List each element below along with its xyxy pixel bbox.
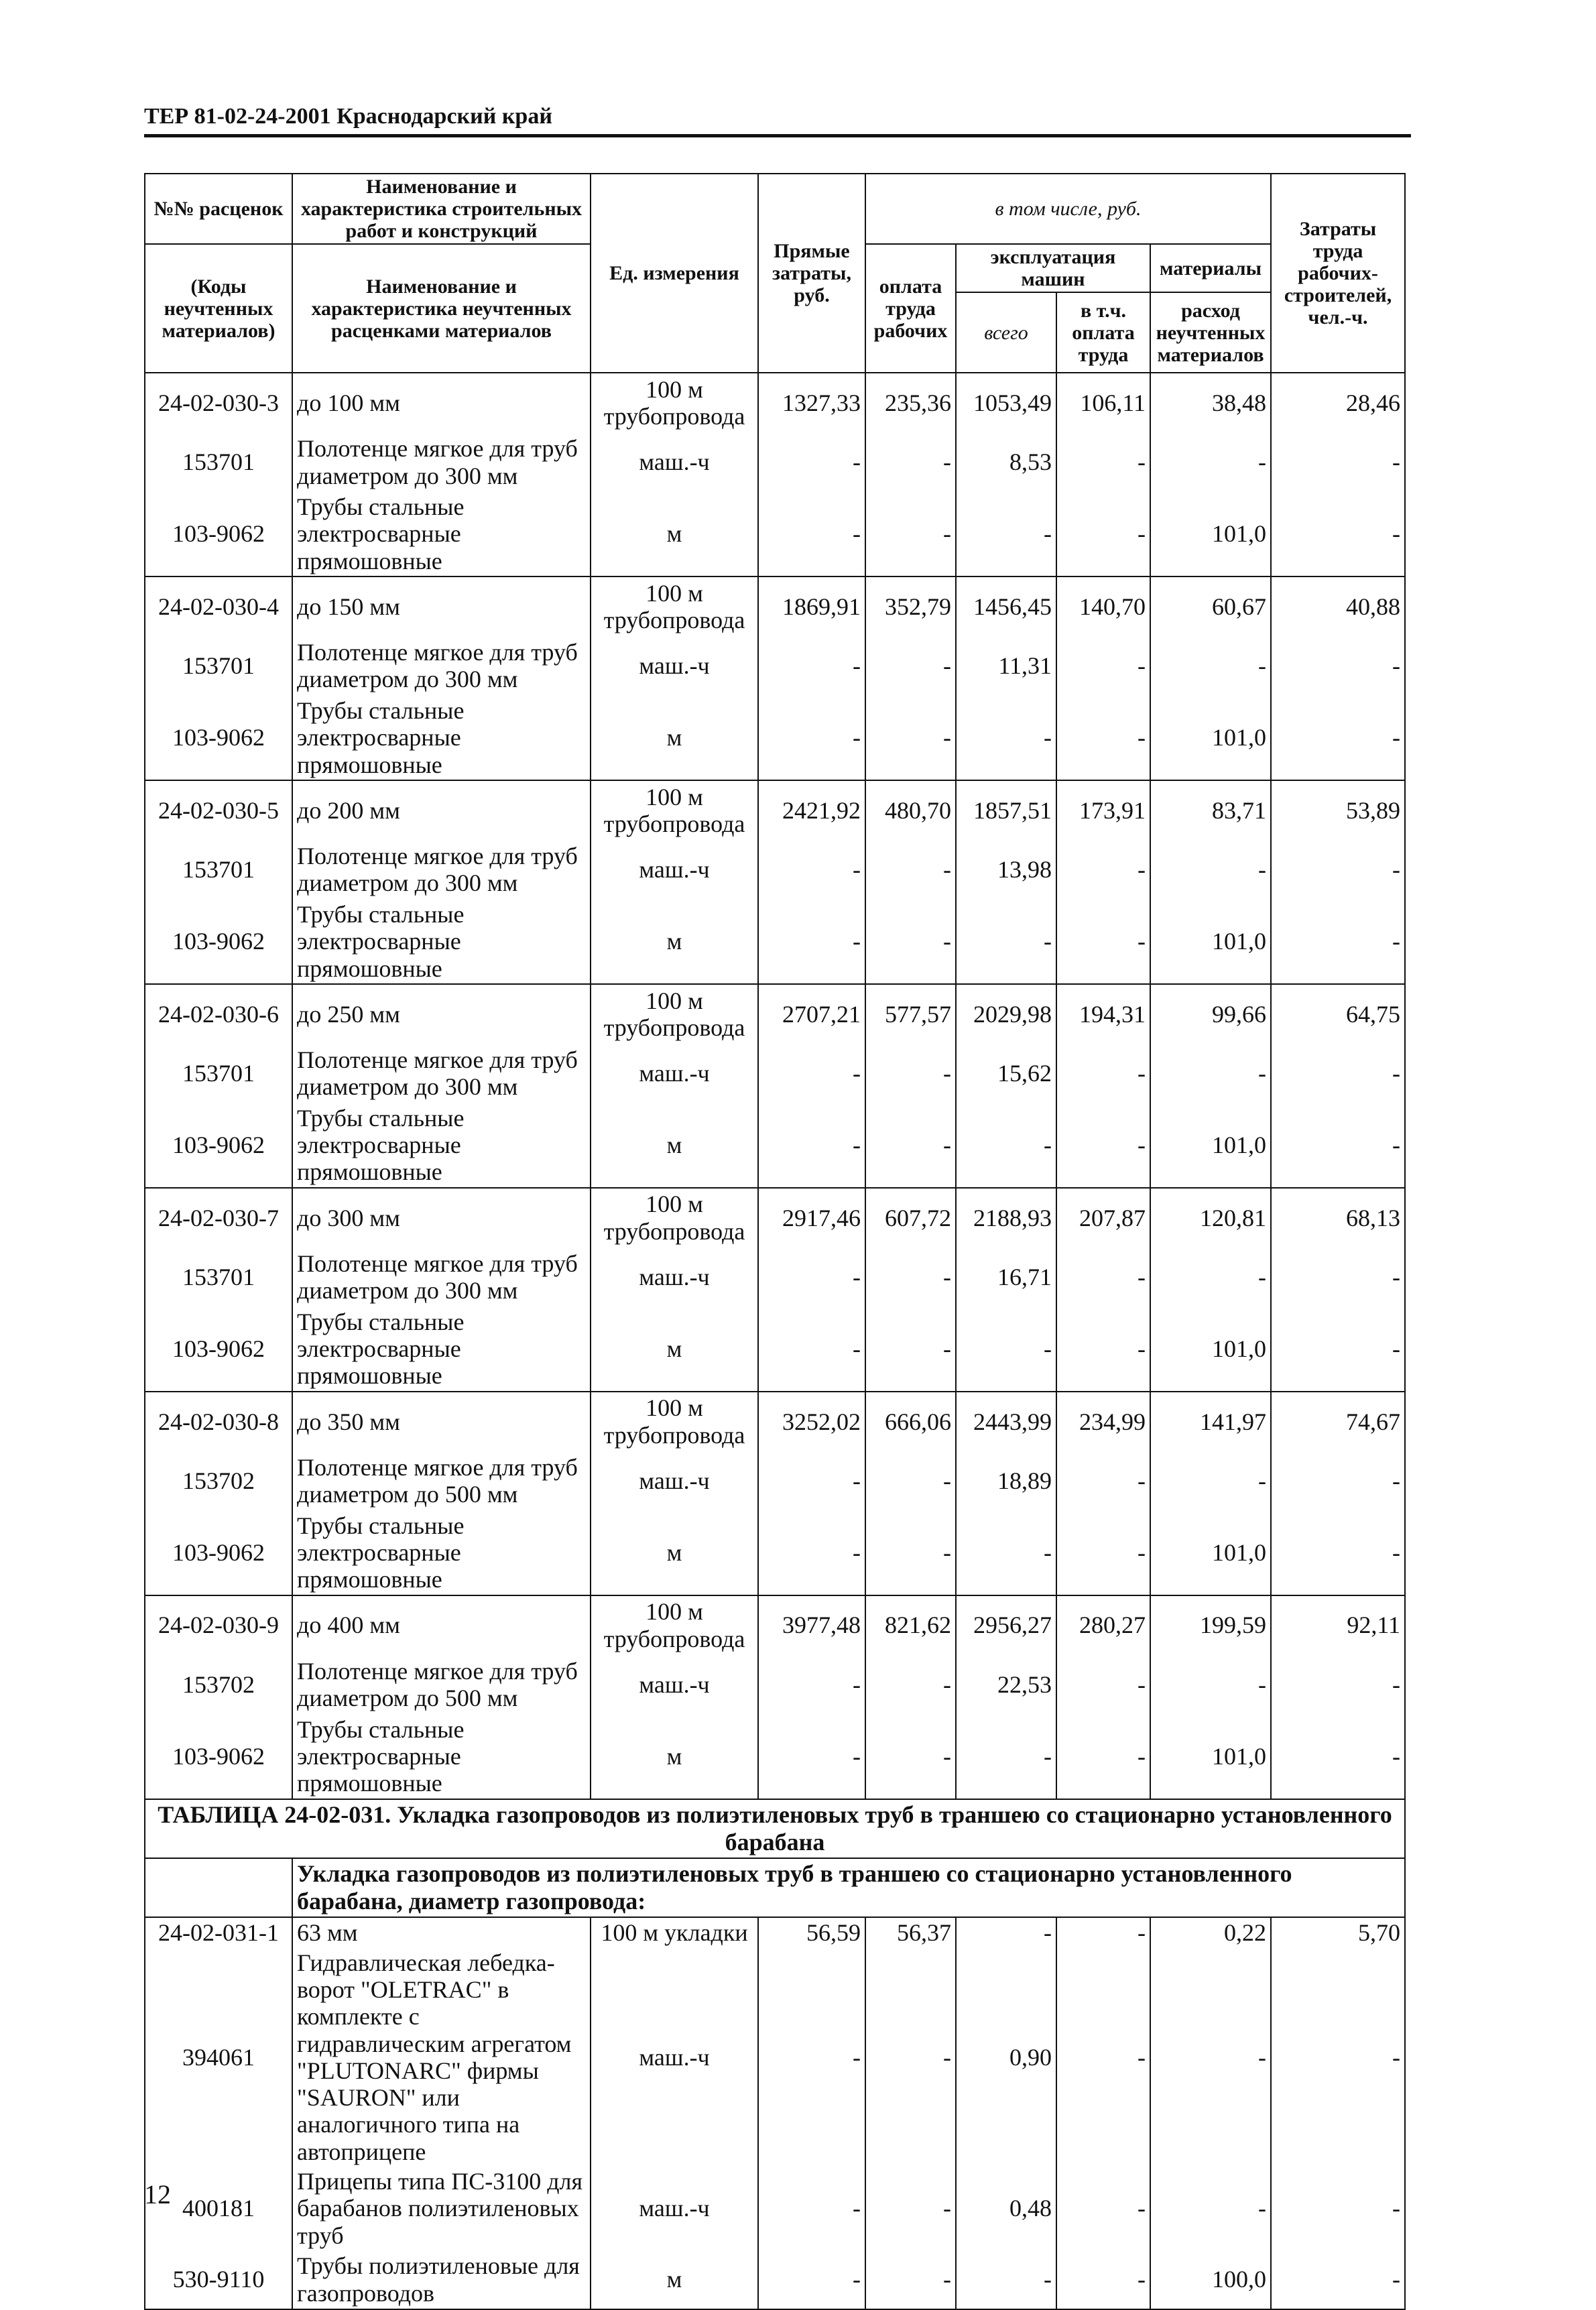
cell-code: 153701 (145, 840, 292, 900)
cell-machines-labor: - (1056, 1103, 1150, 1188)
cell-materials: 141,97 (1150, 1392, 1271, 1451)
cell-machines-labor: - (1056, 1948, 1150, 2167)
cell-labor-pay: 235,36 (865, 373, 956, 432)
table-body-030 (145, 373, 1405, 1799)
cell-name: Полотенце мягкое для труб диаметром до 300 мм (292, 1248, 591, 1307)
cell-code: 24-02-030-6 (145, 984, 292, 1044)
cell-unit: 100 м трубопровода (591, 1595, 758, 1655)
cell-code: 530-9110 (145, 2250, 292, 2309)
table-row (145, 1103, 1405, 1188)
cell-unit: 100 м трубопровода (591, 1188, 758, 1248)
table-row (145, 840, 1405, 900)
cell-unit: м (591, 900, 758, 984)
cell-code: 24-02-030-5 (145, 780, 292, 840)
cell-machines-total: 1456,45 (956, 576, 1056, 636)
table-row (145, 1451, 1405, 1511)
cell-machines-total: 2188,93 (956, 1188, 1056, 1248)
cell-machines-labor: - (1056, 1917, 1150, 1948)
cell-labor-cost: - (1271, 696, 1405, 780)
cell-code: 103-9062 (145, 1511, 292, 1595)
cell-labor-pay: - (865, 1307, 956, 1392)
cell-labor-cost: - (1271, 1451, 1405, 1511)
cell-unit: 100 м укладки (591, 1917, 758, 1948)
col-machines-header: эксплуатация машин (956, 244, 1150, 292)
col-materials-header: материалы (1150, 244, 1271, 292)
cell-materials: - (1150, 1451, 1271, 1511)
cell-machines-total: 13,98 (956, 840, 1056, 900)
cell-labor-cost: 92,11 (1271, 1595, 1405, 1655)
cell-labor-cost: - (1271, 900, 1405, 984)
cell-machines-total: - (956, 900, 1056, 984)
cell-direct: 3252,02 (758, 1392, 865, 1451)
table-row (145, 1511, 1405, 1595)
table-row (145, 1715, 1405, 1799)
cell-code: 153701 (145, 432, 292, 492)
cell-name: Полотенце мягкое для труб диаметром до 500 мм (292, 1655, 591, 1715)
cell-labor-cost: - (1271, 1511, 1405, 1595)
cell-name: Гидравлическая лебедка-ворот "OLETRAC" в комплекте с гидравлическим агрегатом "PLUTONARC" фирмы "SAURON" или аналогичного типа на автоприцепе (292, 1948, 591, 2167)
cell-labor-pay: - (865, 1511, 956, 1595)
cell-materials: - (1150, 1948, 1271, 2167)
cell-code: 400181 (145, 2167, 292, 2250)
cell-labor-pay: - (865, 432, 956, 492)
cell-code: 103-9062 (145, 492, 292, 576)
cell-unit: м (591, 1715, 758, 1799)
cell-unit: 100 м трубопровода (591, 984, 758, 1044)
cell-machines-labor: - (1056, 1655, 1150, 1715)
cell-unit: м (591, 1511, 758, 1595)
cell-direct: - (758, 900, 865, 984)
cell-labor-cost: - (1271, 2167, 1405, 2250)
cell-machines-total: - (956, 1715, 1056, 1799)
cell-direct: - (758, 2250, 865, 2309)
cell-materials: 101,0 (1150, 1511, 1271, 1595)
cell-direct: - (758, 696, 865, 780)
cell-labor-cost: - (1271, 1103, 1405, 1188)
table-row (145, 696, 1405, 780)
table-row (145, 636, 1405, 696)
cell-unit: м (591, 696, 758, 780)
cell-machines-total: 18,89 (956, 1451, 1056, 1511)
cell-code: 24-02-030-9 (145, 1595, 292, 1655)
cell-labor-cost: 68,13 (1271, 1188, 1405, 1248)
cell-direct: 1327,33 (758, 373, 865, 432)
cell-machines-total: - (956, 2250, 1056, 2309)
cell-labor-pay: - (865, 840, 956, 900)
cell-labor-cost: 40,88 (1271, 576, 1405, 636)
cell-machines-total: 15,62 (956, 1044, 1056, 1103)
table-row (145, 1188, 1405, 1248)
cell-labor-pay: 56,37 (865, 1917, 956, 1948)
cell-materials: 101,0 (1150, 492, 1271, 576)
cell-labor-cost: 64,75 (1271, 984, 1405, 1044)
cell-labor-cost: - (1271, 432, 1405, 492)
table-row (145, 1307, 1405, 1392)
col-mpay-header: в т.ч. оплата труда (1056, 292, 1150, 373)
cell-labor-pay: - (865, 900, 956, 984)
table-row (145, 1655, 1405, 1715)
cell-unit: маш.-ч (591, 1248, 758, 1307)
cell-direct: - (758, 636, 865, 696)
cell-machines-total: - (956, 492, 1056, 576)
col-code-header: №№ расценок (145, 174, 292, 244)
cell-materials: - (1150, 2167, 1271, 2250)
cell-unit: маш.-ч (591, 432, 758, 492)
cell-machines-total: 0,48 (956, 2167, 1056, 2250)
cell-machines-total: 16,71 (956, 1248, 1056, 1307)
cell-materials: - (1150, 636, 1271, 696)
cell-machines-labor: 173,91 (1056, 780, 1150, 840)
cell-machines-labor: - (1056, 1307, 1150, 1392)
cell-code: 24-02-030-7 (145, 1188, 292, 1248)
cell-name: Трубы стальные электросварные прямошовные (292, 1715, 591, 1799)
cell-labor-cost: - (1271, 1715, 1405, 1799)
cell-machines-total: 1053,49 (956, 373, 1056, 432)
table-row (145, 1595, 1405, 1655)
cell-machines-total: 22,53 (956, 1655, 1056, 1715)
col-code-subheader: (Коды неучтенных материалов) (145, 244, 292, 373)
cell-materials: - (1150, 1248, 1271, 1307)
cell-direct: 2421,92 (758, 780, 865, 840)
cell-direct: - (758, 1948, 865, 2167)
cell-machines-total: - (956, 1103, 1056, 1188)
cell-machines-labor: 207,87 (1056, 1188, 1150, 1248)
cell-labor-pay: - (865, 2250, 956, 2309)
cell-machines-labor: - (1056, 1451, 1150, 1511)
cell-name: Прицепы типа ПС-3100 для барабанов полиэтиленовых труб (292, 2167, 591, 2250)
col-name-header: Наименование и характеристика строительных работ и конструкций (292, 174, 591, 244)
table-row (145, 984, 1405, 1044)
cell-code: 24-02-030-4 (145, 576, 292, 636)
cell-direct: - (758, 2167, 865, 2250)
cell-machines-total: - (956, 1511, 1056, 1595)
cell-materials: 38,48 (1150, 373, 1271, 432)
cell-labor-pay: - (865, 1655, 956, 1715)
cell-labor-cost: - (1271, 2250, 1405, 2309)
cell-code: 24-02-030-8 (145, 1392, 292, 1451)
cell-materials: 101,0 (1150, 1307, 1271, 1392)
cell-machines-labor: - (1056, 492, 1150, 576)
table-row (145, 373, 1405, 432)
table-row (145, 1392, 1405, 1451)
cell-direct: 1869,91 (758, 576, 865, 636)
cell-unit: маш.-ч (591, 840, 758, 900)
cell-unit: м (591, 492, 758, 576)
cell-machines-total: - (956, 1307, 1056, 1392)
cell-direct: - (758, 492, 865, 576)
cell-machines-total: - (956, 696, 1056, 780)
cell-labor-cost: - (1271, 1248, 1405, 1307)
cell-labor-pay: - (865, 696, 956, 780)
cell-labor-pay: 352,79 (865, 576, 956, 636)
col-materials-subheader: расход неучтенных материалов (1150, 292, 1271, 373)
table-row (145, 2250, 1405, 2309)
table-row (145, 1948, 1405, 2167)
cell-materials: 120,81 (1150, 1188, 1271, 1248)
table-row (145, 432, 1405, 492)
cell-name: Полотенце мягкое для труб диаметром до 300 мм (292, 840, 591, 900)
cell-unit: 100 м трубопровода (591, 576, 758, 636)
cell-direct: - (758, 840, 865, 900)
cell-machines-total: 2443,99 (956, 1392, 1056, 1451)
cell-materials: 101,0 (1150, 696, 1271, 780)
col-pay-header: оплата труда рабочих (865, 244, 956, 373)
cell-machines-labor: 194,31 (1056, 984, 1150, 1044)
cell-labor-pay: - (865, 1044, 956, 1103)
cell-machines-labor: - (1056, 432, 1150, 492)
cell-direct: - (758, 1103, 865, 1188)
cell-code: 24-02-030-3 (145, 373, 292, 432)
cell-machines-labor: 234,99 (1056, 1392, 1150, 1451)
cell-name: Трубы полиэтиленовые для газопроводов (292, 2250, 591, 2309)
cell-materials: 101,0 (1150, 1103, 1271, 1188)
cell-name: Трубы стальные электросварные прямошовные (292, 492, 591, 576)
cell-labor-pay: - (865, 1715, 956, 1799)
cell-labor-cost: 28,46 (1271, 373, 1405, 432)
document-header: ТЕР 81-02-24-2001 Краснодарский край (144, 104, 552, 129)
cell-materials: 101,0 (1150, 900, 1271, 984)
cell-name: 63 мм (292, 1917, 591, 1948)
cell-name: Трубы стальные электросварные прямошовные (292, 900, 591, 984)
cell-labor-pay: - (865, 1248, 956, 1307)
cell-machines-total: - (956, 1917, 1056, 1948)
cell-name: до 300 мм (292, 1188, 591, 1248)
cell-labor-pay: - (865, 492, 956, 576)
cell-machines-labor: - (1056, 1511, 1150, 1595)
cell-name: до 250 мм (292, 984, 591, 1044)
cell-labor-pay: - (865, 1948, 956, 2167)
cell-machines-total: 0,90 (956, 1948, 1056, 2167)
cell-direct: - (758, 1655, 865, 1715)
cell-unit: 100 м трубопровода (591, 373, 758, 432)
cell-machines-labor: - (1056, 2167, 1150, 2250)
cell-direct: - (758, 1715, 865, 1799)
cell-name: до 400 мм (292, 1595, 591, 1655)
cell-direct: - (758, 432, 865, 492)
table-row (145, 780, 1405, 840)
header-rule (144, 134, 1411, 137)
cell-machines-labor: 280,27 (1056, 1595, 1150, 1655)
cell-code: 153702 (145, 1655, 292, 1715)
cell-unit: маш.-ч (591, 1655, 758, 1715)
cell-code: 153701 (145, 1248, 292, 1307)
cell-labor-cost: - (1271, 1307, 1405, 1392)
cell-machines-labor: 106,11 (1056, 373, 1150, 432)
cell-direct: 2707,21 (758, 984, 865, 1044)
cell-unit: маш.-ч (591, 1451, 758, 1511)
cell-unit: маш.-ч (591, 636, 758, 696)
table-row (145, 1248, 1405, 1307)
col-incl-header: в том числе, руб. (865, 174, 1271, 244)
cell-labor-cost: - (1271, 1044, 1405, 1103)
cell-code: 103-9062 (145, 900, 292, 984)
cell-direct: - (758, 1511, 865, 1595)
cell-labor-pay: 480,70 (865, 780, 956, 840)
cell-code: 153702 (145, 1451, 292, 1511)
cell-machines-labor: - (1056, 636, 1150, 696)
table-row (145, 2167, 1405, 2250)
cell-labor-cost: - (1271, 636, 1405, 696)
table-row (145, 492, 1405, 576)
col-mtotal-header: всего (956, 292, 1056, 373)
page-number: 12 (144, 2179, 171, 2209)
cell-code: 153701 (145, 636, 292, 696)
rates-table (144, 173, 1406, 2310)
cell-code: 103-9062 (145, 1715, 292, 1799)
cell-unit: м (591, 1307, 758, 1392)
cell-materials: 60,67 (1150, 576, 1271, 636)
cell-direct: - (758, 1451, 865, 1511)
cell-unit: 100 м трубопровода (591, 780, 758, 840)
table-body-031 (145, 1917, 1405, 2309)
cell-machines-labor: - (1056, 1248, 1150, 1307)
cell-code: 103-9062 (145, 1103, 292, 1188)
cell-direct: 2917,46 (758, 1188, 865, 1248)
cell-machines-labor: - (1056, 2250, 1150, 2309)
cell-code: 153701 (145, 1044, 292, 1103)
cell-labor-pay: 666,06 (865, 1392, 956, 1451)
cell-code: 394061 (145, 1948, 292, 2167)
cell-materials: 100,0 (1150, 2250, 1271, 2309)
cell-name: до 350 мм (292, 1392, 591, 1451)
cell-labor-cost: 74,67 (1271, 1392, 1405, 1451)
cell-direct: 56,59 (758, 1917, 865, 1948)
cell-machines-labor: - (1056, 840, 1150, 900)
cell-machines-total: 8,53 (956, 432, 1056, 492)
cell-direct: - (758, 1248, 865, 1307)
cell-labor-cost: 5,70 (1271, 1917, 1405, 1948)
cell-name: до 200 мм (292, 780, 591, 840)
cell-labor-cost: - (1271, 840, 1405, 900)
cell-name: Полотенце мягкое для труб диаметром до 300 мм (292, 1044, 591, 1103)
cell-name: до 100 мм (292, 373, 591, 432)
table-row (145, 900, 1405, 984)
cell-machines-total: 11,31 (956, 636, 1056, 696)
cell-name: Трубы стальные электросварные прямошовные (292, 1103, 591, 1188)
cell-machines-labor: - (1056, 1715, 1150, 1799)
cell-machines-labor: - (1056, 900, 1150, 984)
col-direct-header: Прямые затраты, руб. (758, 174, 865, 373)
cell-direct: 3977,48 (758, 1595, 865, 1655)
cell-code: 103-9062 (145, 1307, 292, 1392)
cell-materials: 199,59 (1150, 1595, 1271, 1655)
cell-labor-cost: - (1271, 1655, 1405, 1715)
cell-name: Трубы стальные электросварные прямошовные (292, 696, 591, 780)
cell-labor-pay: - (865, 636, 956, 696)
cell-materials: - (1150, 840, 1271, 900)
table2-subtitle-code-blank (145, 1858, 292, 1917)
cell-labor-pay: 607,72 (865, 1188, 956, 1248)
cell-name: Трубы стальные электросварные прямошовные (292, 1511, 591, 1595)
cell-materials: 99,66 (1150, 984, 1271, 1044)
table2-title: ТАБЛИЦА 24-02-031. Укладка газопроводов из полиэтиленовых труб в траншею со стационарно установленного барабана (145, 1799, 1405, 1858)
cell-name: до 150 мм (292, 576, 591, 636)
cell-unit: маш.-ч (591, 2167, 758, 2250)
cell-labor-cost: - (1271, 492, 1405, 576)
cell-machines-labor: - (1056, 1044, 1150, 1103)
col-unit-header: Ед. измерения (591, 174, 758, 373)
cell-machines-labor: - (1056, 696, 1150, 780)
cell-name: Полотенце мягкое для труб диаметром до 500 мм (292, 1451, 591, 1511)
cell-unit: 100 м трубопровода (591, 1392, 758, 1451)
cell-labor-pay: - (865, 1451, 956, 1511)
cell-labor-pay: 577,57 (865, 984, 956, 1044)
cell-labor-pay: 821,62 (865, 1595, 956, 1655)
cell-unit: м (591, 1103, 758, 1188)
table-header (145, 174, 1405, 373)
cell-direct: - (758, 1307, 865, 1392)
cell-labor-pay: - (865, 2167, 956, 2250)
cell-unit: маш.-ч (591, 1948, 758, 2167)
col-name-subheader: Наименование и характеристика неучтенных расценками материалов (292, 244, 591, 373)
cell-materials: - (1150, 1044, 1271, 1103)
cell-name: Трубы стальные электросварные прямошовные (292, 1307, 591, 1392)
cell-unit: м (591, 2250, 758, 2309)
cell-labor-pay: - (865, 1103, 956, 1188)
table2-subtitle: Укладка газопроводов из полиэтиленовых труб в траншею со стационарно установленного барабана, диаметр газопровода: (292, 1858, 1405, 1917)
cell-materials: - (1150, 1655, 1271, 1715)
col-labor-header: Затраты труда рабочих-строителей, чел.-ч. (1271, 174, 1405, 373)
cell-machines-total: 2029,98 (956, 984, 1056, 1044)
cell-machines-total: 2956,27 (956, 1595, 1056, 1655)
cell-name: Полотенце мягкое для труб диаметром до 300 мм (292, 432, 591, 492)
cell-unit: маш.-ч (591, 1044, 758, 1103)
cell-code: 103-9062 (145, 696, 292, 780)
cell-machines-total: 1857,51 (956, 780, 1056, 840)
cell-materials: 0,22 (1150, 1917, 1271, 1948)
cell-labor-cost: - (1271, 1948, 1405, 2167)
cell-materials: 101,0 (1150, 1715, 1271, 1799)
cell-labor-cost: 53,89 (1271, 780, 1405, 840)
table-row (145, 576, 1405, 636)
cell-materials: 83,71 (1150, 780, 1271, 840)
table2-heading (145, 1799, 1405, 1917)
table-row (145, 1044, 1405, 1103)
cell-materials: - (1150, 432, 1271, 492)
cell-direct: - (758, 1044, 865, 1103)
cell-name: Полотенце мягкое для труб диаметром до 300 мм (292, 636, 591, 696)
cell-machines-labor: 140,70 (1056, 576, 1150, 636)
cell-code: 24-02-031-1 (145, 1917, 292, 1948)
table-row (145, 1917, 1405, 1948)
